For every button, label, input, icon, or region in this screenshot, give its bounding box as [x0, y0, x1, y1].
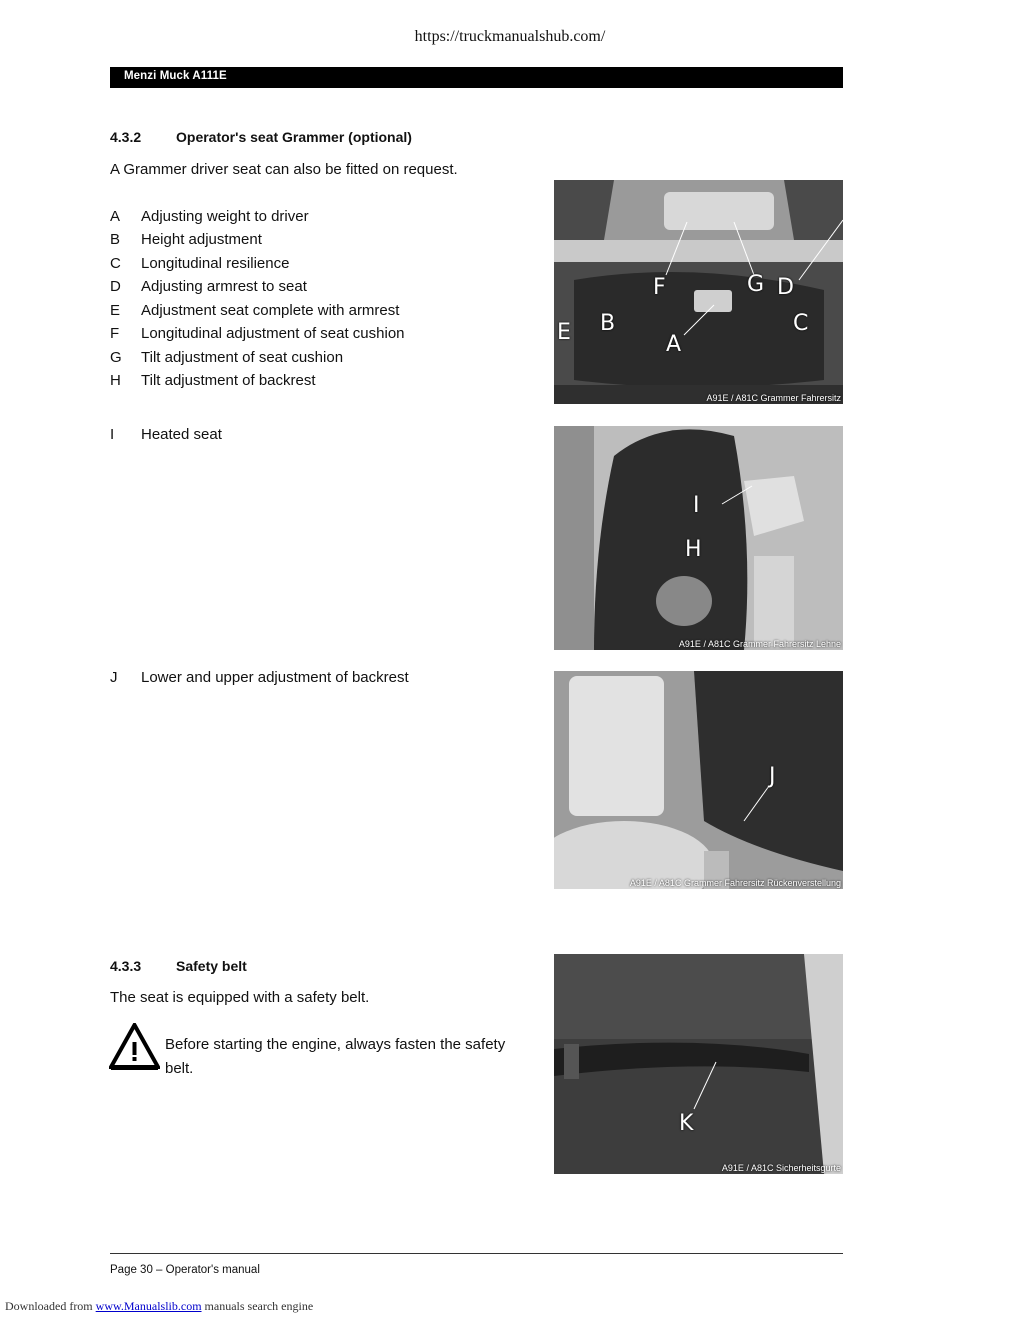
- photo-label-f: F: [653, 275, 666, 300]
- section-title: Safety belt: [176, 958, 247, 974]
- manualslib-link[interactable]: www.Manualslib.com: [95, 1299, 202, 1313]
- photo-label-i: I: [693, 493, 700, 518]
- section-number: 4.3.3: [110, 958, 142, 974]
- list-item-letter: A: [110, 208, 121, 225]
- header-bar: [110, 67, 843, 88]
- photo-label-j: J: [769, 764, 776, 789]
- list-item-text: Lower and upper adjustment of backrest: [141, 669, 409, 686]
- seat-controls-photo: [554, 180, 843, 404]
- photo-caption: A91E / A81C Grammer Fahrersitz Lehne: [678, 639, 841, 649]
- photo-label-c: C: [793, 311, 809, 336]
- section-title: Operator's seat Grammer (optional): [176, 129, 412, 145]
- download-note: [5, 1299, 313, 1314]
- list-item-text: Adjustment seat complete with armrest: [141, 302, 400, 319]
- warning-text-line1: Before starting the engine, always fasten the safety: [165, 1036, 506, 1053]
- list-item-letter: J: [110, 669, 118, 686]
- list-item-letter: H: [110, 372, 121, 389]
- photo-caption: A91E / A81C Sicherheitsgurte: [721, 1163, 841, 1173]
- backrest-adjustment-illustration: [554, 671, 843, 889]
- warning-text-line2: belt.: [165, 1060, 194, 1077]
- list-item-letter: C: [110, 255, 121, 272]
- photo-label-b: B: [600, 311, 616, 336]
- backrest-photo: [554, 426, 843, 650]
- list-item-text: Longitudinal resilience: [141, 255, 290, 272]
- safety-belt-illustration: [554, 954, 843, 1174]
- photo-label-g: G: [747, 272, 765, 297]
- list-item-text: Tilt adjustment of seat cushion: [141, 349, 344, 366]
- list-item-letter: E: [110, 302, 121, 319]
- photo-caption: A91E / A81C Grammer Fahrersitz Rückenverstellung: [629, 878, 841, 888]
- download-note-suffix: manuals search engine: [204, 1299, 314, 1313]
- safety-belt-photo: [554, 954, 843, 1174]
- list-item-letter: F: [110, 325, 120, 342]
- list-item-text: Longitudinal adjustment of seat cushion: [141, 325, 405, 342]
- header-title: Menzi Muck A111E: [124, 70, 227, 82]
- list-item-text: Adjusting weight to driver: [141, 208, 309, 225]
- seat-controls-illustration: [554, 180, 843, 404]
- photo-label-k: K: [679, 1111, 694, 1136]
- page-footer: Page 30 – Operator's manual: [110, 1264, 260, 1276]
- list-item-letter: I: [110, 426, 115, 443]
- photo-caption: A91E / A81C Grammer Fahrersitz: [706, 393, 841, 403]
- list-item-letter: D: [110, 278, 121, 295]
- download-note-prefix: Downloaded from: [5, 1299, 93, 1313]
- photo-label-e: E: [557, 320, 571, 345]
- list-item-text: Adjusting armrest to seat: [141, 278, 307, 295]
- list-item-letter: G: [110, 349, 122, 366]
- photo-label-d: D: [777, 275, 794, 300]
- list-item-text: Height adjustment: [141, 231, 262, 248]
- list-item-text: Heated seat: [141, 426, 222, 443]
- section-intro: The seat is equipped with a safety belt.: [110, 989, 370, 1006]
- list-item-text: Tilt adjustment of backrest: [141, 372, 316, 389]
- warning-icon: [109, 1023, 160, 1070]
- photo-label-a: A: [666, 332, 682, 357]
- photo-label-h: H: [685, 537, 702, 562]
- source-url: https://truckmanualshub.com/: [414, 28, 606, 45]
- list-item-letter: B: [110, 231, 121, 248]
- backrest-adjustment-photo: [554, 671, 843, 889]
- section-intro: A Grammer driver seat can also be fitted on request.: [110, 161, 458, 178]
- footer-divider: [110, 1253, 843, 1254]
- section-number: 4.3.2: [110, 129, 142, 145]
